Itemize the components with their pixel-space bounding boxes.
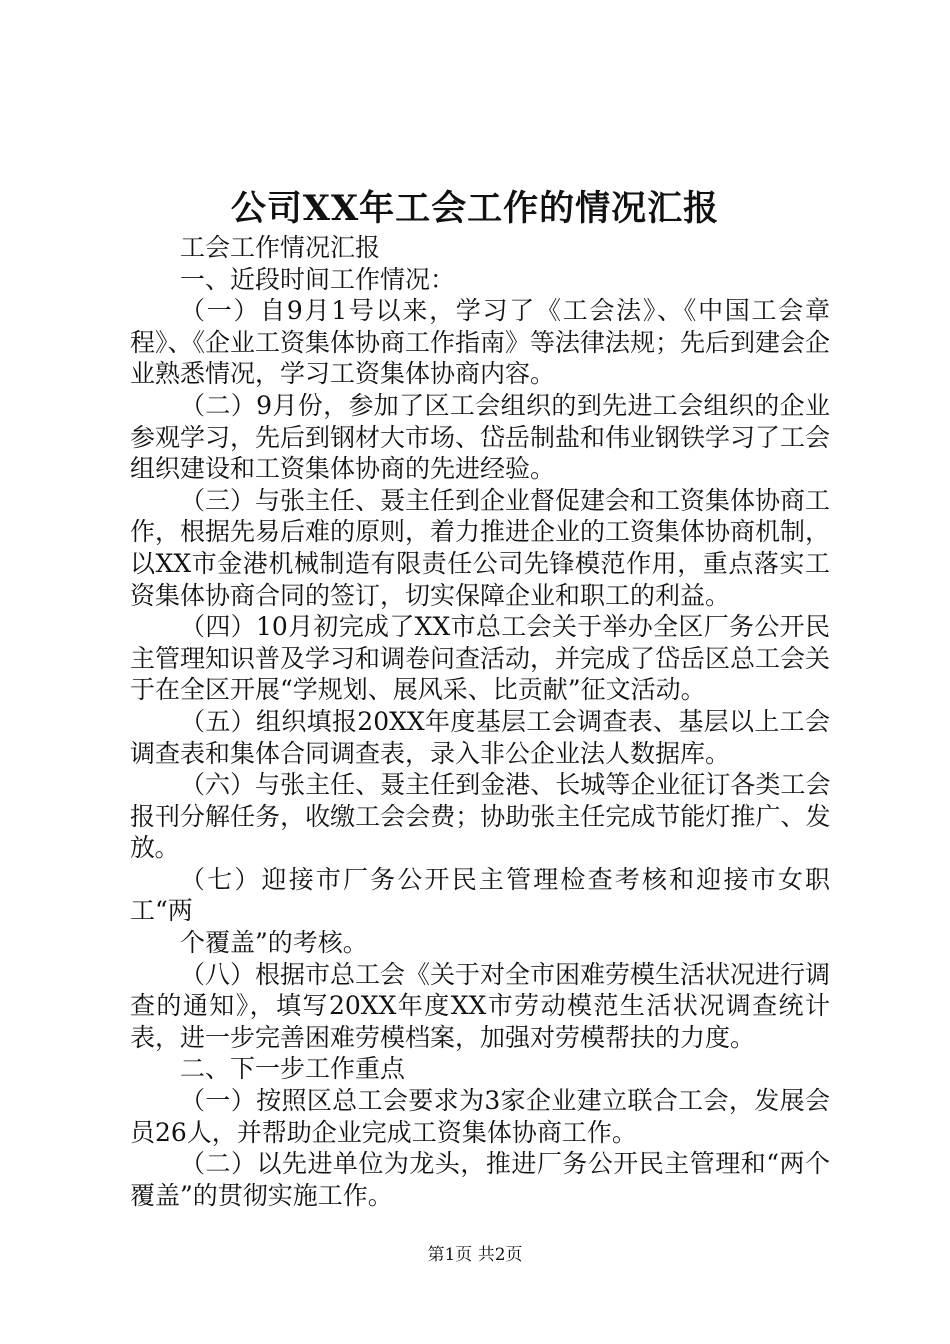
paragraph-item-1: （一）自9月1号以来，学习了《工会法》、《中国工会章程》、《企业工资集体协商工作指南》等法律法规；先后到建会企业熟悉情况，学习工资集体协商内容。 — [130, 296, 831, 389]
paragraph-item-4: （四）10月初完成了XX市总工会关于举办全区厂务公开民主管理知识普及学习和调卷问查活动，并完成了岱岳区总工会关于在全区开展“学规划、展风采、比贡献”征文活动。 — [130, 612, 831, 705]
paragraph-item-2: （二）9月份，参加了区工会组织的到先进工会组织的企业参观学习，先后到钢材大市场、岱岳制盐和伟业钢铁学习了工会组织建设和工资集体协商的先进经验。 — [130, 390, 831, 484]
document-body — [130, 232, 830, 1211]
paragraph-item-5: （五）组织填报20XX年度基层工会调查表、基层以上工会调查表和集体合同调查表，录入非公企业法人数据库。 — [130, 706, 830, 768]
paragraph-item-8: （八）根据市总工会《关于对全市困难劳模生活状况进行调查的通知》，填写20XX年度XX市劳动模范生活状况调查统计表，进一步完善困难劳模档案，加强对劳模帮扶的力度。 — [130, 959, 831, 1052]
page-footer: 第1页 共2页 — [427, 1245, 523, 1265]
paragraph-item-3: （三）与张主任、聂主任到企业督促建会和工资集体协商工作，根据先易后难的原则，着力推进企业的工资集体协商机制，以XX市金港机械制造有限责任公司先锋模范作用，重点落实工资集体协商合同的签订，切实保障企业和职工的利益。 — [130, 485, 831, 610]
paragraph-next-2: （二）以先进单位为龙头，推进厂务公开民主管理和“两个覆盖”的贯彻实施工作。 — [130, 1149, 830, 1210]
paragraph-item-7-continuation: 个覆盖”的考核。 — [180, 928, 368, 958]
paragraph-item-6: （六）与张主任、聂主任到金港、长城等企业征订各类工会报刊分解任务，收缴工会会费；协助张主任完成节能灯推广、发放。 — [130, 770, 830, 863]
section-heading-next-steps: 二、下一步工作重点 — [180, 1054, 406, 1084]
paragraph-item-7: （七）迎接市厂务公开民主管理检查考核和迎接市女职工“两 — [130, 864, 830, 926]
section-heading-recent-work: 一、近段时间工作情况： — [180, 264, 456, 294]
paragraph-next-1: （一）按照区总工会要求为3家企业建立联合工会，发展会员26人，并帮助企业完成工资集体协商工作。 — [130, 1086, 830, 1147]
section-heading-summary: 工会工作情况汇报 — [180, 233, 381, 262]
document-title: 公司XX年工会工作的情况汇报 — [230, 188, 720, 229]
